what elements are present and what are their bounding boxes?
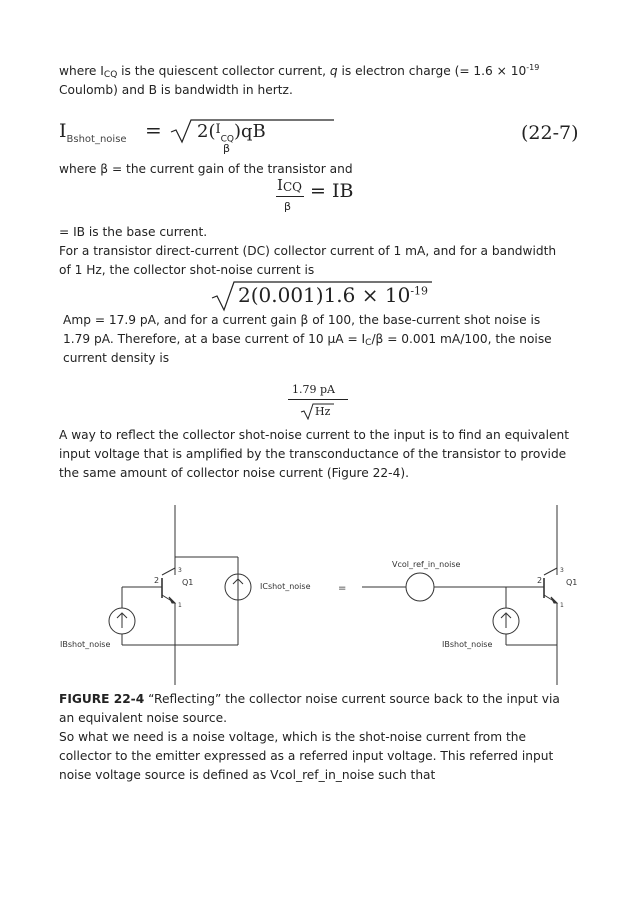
eq-equals: = <box>145 118 162 142</box>
right-voltage-source <box>406 573 434 601</box>
paragraph-result-line2: 1.79 pA. Therefore, at a base current of 10 $\mu A = I_C/\beta = 0.001$ mA/100, the noise <box>63 332 552 348</box>
eq2-fraction-bar <box>276 196 304 197</box>
paragraph-noise-voltage-line1: So what we need is a noise voltage, which is the shot-noise current from the <box>59 730 527 744</box>
paragraph-noise-voltage-line3: noise voltage source is defined as Vcol_ref_in_noise such that <box>59 768 436 782</box>
figure-caption <box>59 690 579 728</box>
equation-icq-over-beta <box>276 176 386 220</box>
paragraph-intro-line2: Coulomb) and B is bandwidth in hertz. <box>59 83 293 97</box>
eq2-equals-ib: = IB <box>310 180 354 202</box>
right-pin2-label: 2 <box>537 576 543 585</box>
eq-numerator: 2($^I_{CQ}$)qB <box>197 121 266 145</box>
eq-lhs: $I_{Bshot\_noise}$ <box>59 120 127 145</box>
paragraph-reflect-line3: the same amount of collector noise current (Figure 22-4). <box>59 466 409 480</box>
figure-22-4-schematic <box>0 495 637 685</box>
paragraph-intro <box>59 62 579 100</box>
paragraph-beta-def: where β = the current gain of the transistor and <box>59 162 353 176</box>
paragraph-ib-def: = IB is the base current. <box>59 225 208 239</box>
left-pin3-label: 3 <box>178 567 182 574</box>
eq2-denominator: β <box>284 200 292 213</box>
eq4-fraction-bar <box>288 399 348 400</box>
paragraph-noise-voltage-line2: collector to the emitter expressed as a referred input voltage. This referred input <box>59 749 554 763</box>
equation-shot-noise-numeric <box>210 280 440 312</box>
paragraph-dc-current <box>59 242 579 280</box>
eq-denominator: β <box>223 142 231 155</box>
equation-number: (22-7) <box>521 122 579 144</box>
right-pin1-label: 1 <box>560 602 564 609</box>
equation-noise-density <box>288 383 358 425</box>
paragraph-noise-voltage <box>59 728 579 785</box>
right-q1-label: Q1 <box>566 578 578 587</box>
paragraph-result-line3: current density is <box>63 351 170 365</box>
eq2-numerator: ICQ <box>277 176 302 194</box>
eq3-body: $2(0.001)1.6 \times 10^{-19}$ <box>238 283 429 307</box>
left-pin1-label: 1 <box>178 602 182 609</box>
figure-caption-line1: FIGURE 22-4 “Reflecting” the collector noise current source back to the input via <box>59 692 560 706</box>
paragraph-result <box>63 311 579 368</box>
paragraph-dc-line1: For a transistor direct-current (DC) collector current of 1 mA, and for a bandwidth <box>59 244 557 258</box>
paragraph-result-line1: Amp = 17.9 pA, and for a current gain β of 100, the base-current shot noise is <box>63 313 541 327</box>
left-base-source-label: IBshot_noise <box>60 640 111 649</box>
eq4-numerator: 1.79 pA <box>292 383 335 396</box>
figure-equals-sign: = <box>338 583 347 594</box>
paragraph-reflect-line1: A way to reflect the collector shot-noise current to the input is to find an equivalent <box>59 428 569 442</box>
figure-caption-line2: an equivalent noise source. <box>59 711 227 725</box>
right-base-source-label: IBshot_noise <box>442 640 493 649</box>
left-pin2-label: 2 <box>154 576 160 585</box>
paragraph-reflect-line2: input voltage that is amplified by the transconductance of the transistor to provide <box>59 447 567 461</box>
paragraph-dc-line2: of 1 Hz, the collector shot-noise current is <box>59 263 315 277</box>
right-vsource-label: Vcol_ref_in_noise <box>392 560 461 569</box>
paragraph-reflect <box>59 426 579 483</box>
paragraph-intro-line1: where $I_{CQ}$ is the quiescent collector current, q is electron charge (= $1.6 \times 10^{-19}$ <box>59 62 540 80</box>
right-pin3-label: 3 <box>560 567 564 574</box>
left-collector-source-label: ICshot_noise <box>260 582 311 591</box>
left-q1-label: Q1 <box>182 578 194 587</box>
equation-22-7 <box>59 118 579 158</box>
eq4-denominator: Hz <box>315 405 331 418</box>
